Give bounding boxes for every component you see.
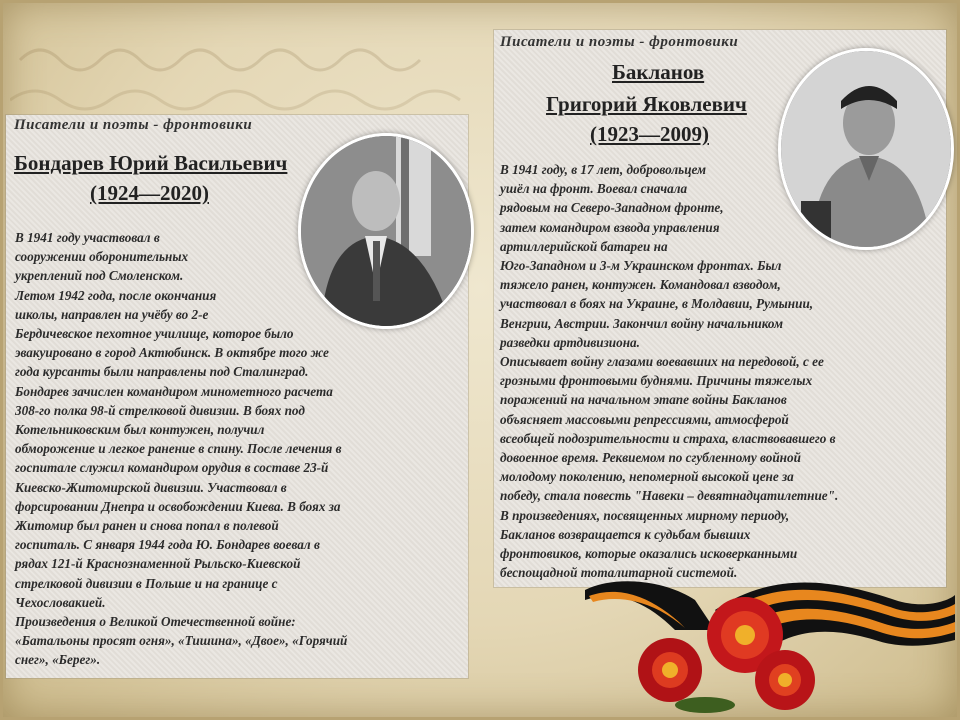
writer-name: Бондарев Юрий Васильевич: [14, 151, 288, 175]
writer-biography: В 1941 году, в 17 лет, добровольцем ушёл на фронт. Воевал сначала рядовым на Северо-Западном фронте, затем командиром взвода управления артиллерийской батареи на Юго-Западном и 3-м Украинском фронтах. Был тяжело ранен, контужен. Командовал взводом, участвовал в боях на Украине, в Молдавии, Румынии, Венгрии, Австрии. Закончил войну начальником разведки артдивизиона. Описывает войну глазами воевавших на передовой, с ее грозными фронтовыми буднями. Причины тяжелых поражений на начальном этапе войны Бакланов объясняет массовыми репрессиями, атмосферой всеобщей подозрительности и страха, властвовавшего в довоенное время. Реквиемом по сгубленному войной молодому поколению, непомерной высокой цене за победу, стала повесть "Навеки – девятнадцатилетние". В произведениях, посвященных мирному периоду, Бакланов возвращается к судьбам бывших фронтовиков, которые оказались исковерканными беспощадной тоталитарной системой.: [500, 162, 839, 581]
writer-given-names: Григорий Яковлевич: [546, 92, 747, 116]
ribbon-and-flowers: [575, 570, 955, 720]
series-title: Писатели и поэты - фронтовики: [500, 34, 739, 50]
bondarev-portrait: [298, 133, 474, 329]
baklanov-portrait: [778, 48, 954, 250]
writer-surname: Бакланов: [612, 60, 705, 84]
series-title: Писатели и поэты - фронтовики: [14, 117, 253, 133]
writer-years: (1923—2009): [590, 122, 709, 146]
portrait-photo-icon: [781, 51, 951, 247]
writer-years: (1924—2020): [90, 181, 209, 205]
writer-biography: В 1941 году участвовал в сооружении оборонительных укреплений под Смоленском. Летом 1942 года, после окончания школы, направлен на учёбу во 2-е Бердичевское пехотное училище, которое было эвакуировано в город Актюбинск. В октябре того же года курсанты были направлены под Сталинград. Бондарев зачислен командиром минометного расчета 308-го полка 98-й стрелковой дивизии. В боях под Котельниковским был контужен, получил обморожение и легкое ранение в спину. После лечения в госпитале служил командиром орудия в составе 23-й Киевско-Житомирской дивизии. Участвовал в форсировании Днепра и освобождении Киева. В боях за Житомир был ранен и снова попал в полевой госпиталь. С января 1944 года Ю. Бондарев воевал в рядах 121-й Краснознаменной Рыльско-Киевской стрелковой дивизии в Польше и на границе с Чехословакией. Произведения о Великой Отечественной войне: «Батальоны просят огня», «Тишина», «Двое», «Горячий снег», «Берег».: [15, 230, 348, 668]
portrait-photo-icon: [301, 136, 471, 326]
